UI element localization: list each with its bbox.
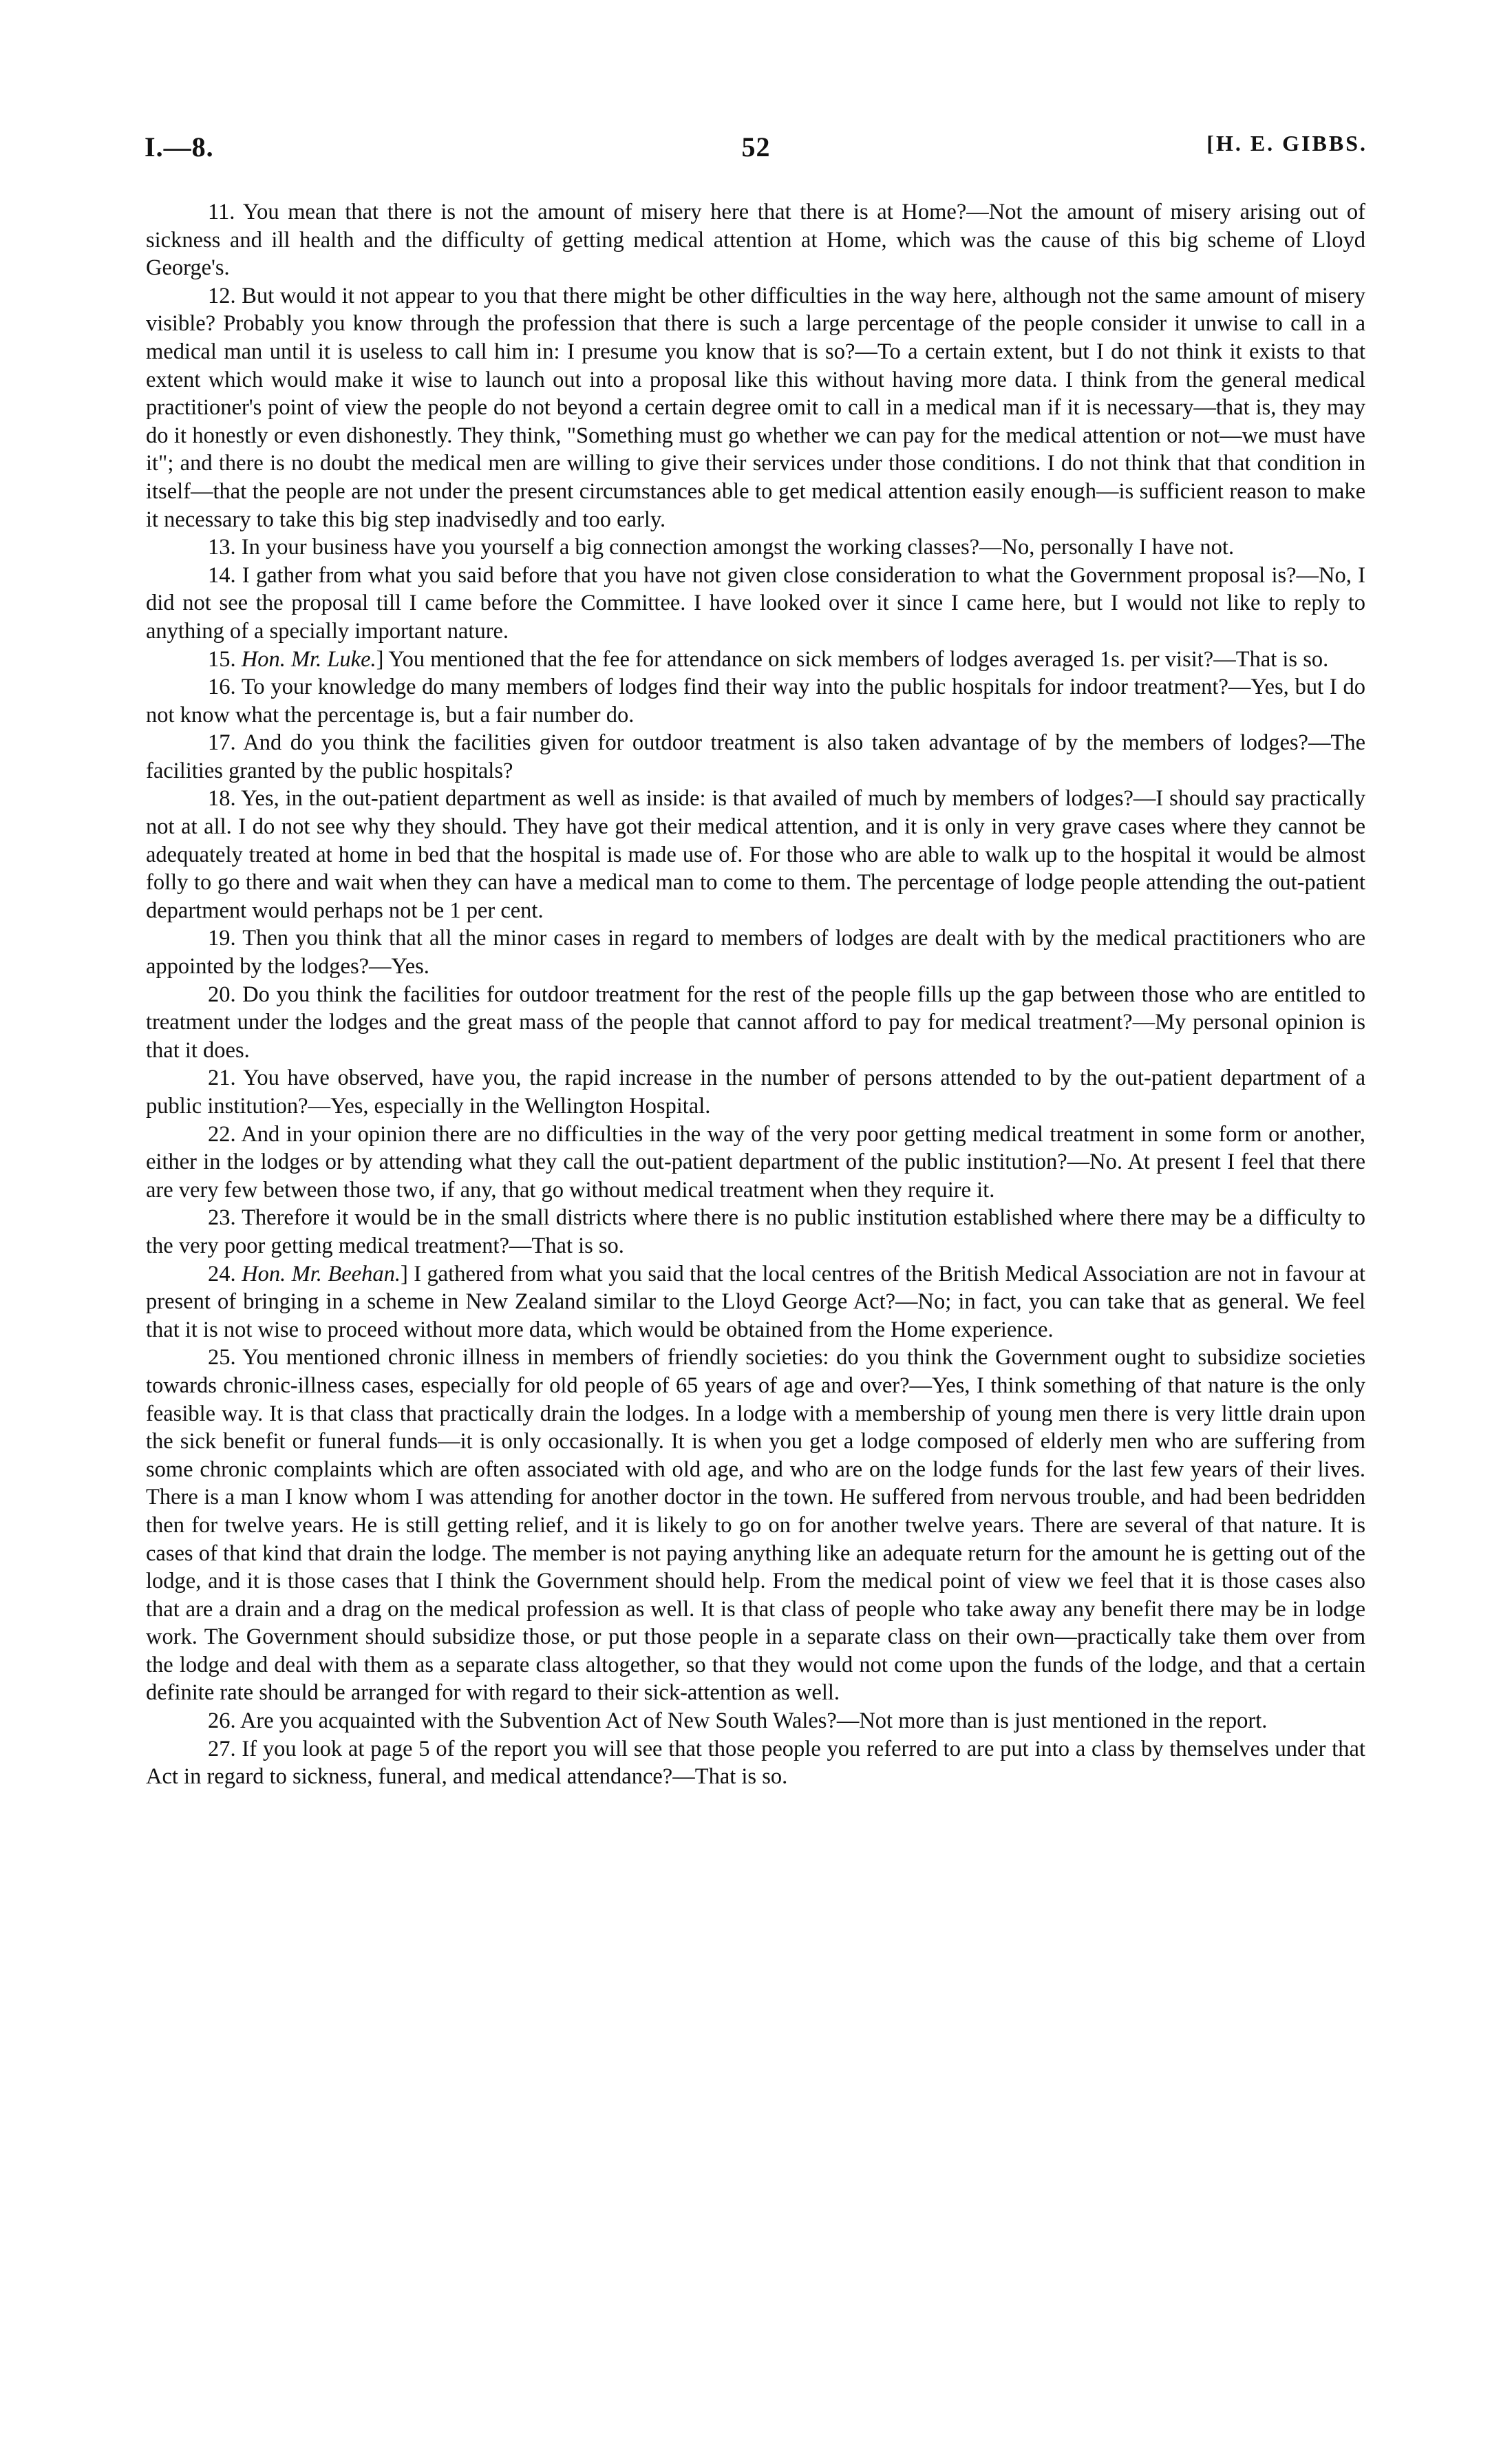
question-text: ] You mentioned that the fee for attendance on sick members of lodges averaged 1s. per visit?—That is so. <box>376 646 1329 672</box>
question-22: 22. And in your opinion there are no difficulties in the way of the very poor getting medical treatment in some form or another, either in the lodges or by attending what they call the out-patient department of the public institution?—No. At present I feel that there are very few between those two, if any, that go without medical treatment when they require it. <box>146 1121 1365 1203</box>
question-12: 12. But would it not appear to you that there might be other difficulties in the way here, although not the same amount of misery visible? Probably you know through the profession that there is such a large percentage of the people consider it unwise to call in a medical man until it is useless to call him in: I presume you know that is so?—To a certain extent, but I do not think it exists to that extent which would make it wise to launch out into a proposal like this without having more data. I think from the general medical practitioner's point of view the people do not beyond a certain degree omit to call in a medical man if it is necessary—that is, they may do it honestly or even dishonestly. They think, "Something must go whether we can pay for the medical attention or not—we must have it"; and there is no doubt the medical men are willing to give their services under those conditions. I do not think that that condition in itself—that the people are not under the present circumstances able to get medical attention easily enough—is sufficient reason to make it necessary to take this big step inadvisedly and too early. <box>146 283 1365 532</box>
question-25: 25. You mentioned chronic illness in members of friendly societies: do you think the Government ought to subsidize societies towards chronic-illness cases, especially for old people of 65 years of age and over?—Yes, I think something of that nature is the only feasible way. It is that class that practically drain the lodges. In a lodge with a membership of young men there is very little drain upon the sick benefit or funeral funds—it is only occasionally. It is when you get a lodge composed of elderly men who are suffering from some chronic complaints which are often associated with old age, and who are on the lodge funds for the last few years of their lives. There is a man I know whom I was attending for another doctor in the town. He suffered from nervous trouble, and had been bedridden then for twelve years. He is still getting relief, and it is likely to go on for another twelve years. There are several of that nature. It is cases of that kind that drain the lodge. The member is not paying anything like an adequate return for the amount he is getting out of the lodge, and it is those cases that I think the Government should help. From the medical point of view we feel that it is those cases also that are a drain and a drag on the medical profession as well. It is that class of people who take away any benefit there may be in lodge work. The Government should subsidize those, or put those people in a separate class on their own—practically take them over from the lodge and deal with them as a separate class altogether, so that they would not come upon the funds of the lodge, and that a certain definite rate should be arranged for with regard to their sick-attention as well. <box>146 1345 1365 1706</box>
question-19: 19. Then you think that all the minor cases in regard to members of lodges are dealt with by the medical practitioners who are appointed by the lodges?—Yes. <box>146 926 1365 979</box>
question-13: 13. In your business have you yourself a big connection amongst the working classes?—No, personally I have not. <box>208 535 1235 560</box>
paper-reference: I.—8. <box>145 131 214 162</box>
question-26: 26. Are you acquainted with the Subvention Act of New South Wales?—Not more than is just mentioned in the report. <box>208 1708 1268 1734</box>
speaker-name: Hon. Mr. Luke. <box>241 646 376 672</box>
question-18: 18. Yes, in the out-patient department as well as inside: is that availed of much by members of lodges?—I should say practically not at all. I do not see why they should. They have got their medical attention, and it is only in very grave cases where they cannot be adequately treated at home in bed that the hospital is made use of. For those who are able to walk up to the hospital it would be almost folly to go there and wait when they can have a medical man to come to them. The percentage of lodge people attending the out-patient department would perhaps not be 1 per cent. <box>146 786 1365 923</box>
question-15 <box>146 646 1365 674</box>
question-23: 23. Therefore it would be in the small districts where there is no public institution established where there may be a difficulty to the very poor getting medical treatment?—That is so. <box>146 1205 1365 1258</box>
page-number: 52 <box>741 131 771 162</box>
speaker-name: Hon. Mr. Beehan. <box>242 1261 401 1286</box>
question-17: 17. And do you think the facilities given for outdoor treatment is also taken advantage of by the members of lodges?—The facilities granted by the public hospitals? <box>146 730 1365 783</box>
question-21: 21. You have observed, have you, the rapid increase in the number of persons attended to by the out-patient department of a public institution?—Yes, especially in the Wellington Hospital. <box>146 1066 1365 1119</box>
page-header <box>145 131 1367 172</box>
question-20: 20. Do you think the facilities for outdoor treatment for the rest of the people fills up the gap between those who are entitled to treatment under the lodges and the great mass of the people that cannot afford to pay for medical treatment?—My personal opinion is that it does. <box>146 982 1365 1063</box>
question-text: ] I gathered from what you said that the local centres of the British Medical Association are not in favour at present of bringing in a scheme in New Zealand similar to the Lloyd George Act?—No; in fact, you can take that as general. We feel that it is not wise to proceed without more data, which would be obtained from the Home experience. <box>146 1261 1366 1342</box>
question-24 <box>146 1260 1365 1344</box>
question-number: 24. <box>208 1261 242 1286</box>
minutes-body <box>146 198 1365 1791</box>
question-16: 16. To your knowledge do many members of lodges find their way into the public hospitals for indoor treatment?—Yes, but I do not know what the percentage is, but a fair number do. <box>146 675 1365 728</box>
question-14: 14. I gather from what you said before that you have not given close consideration to what the Government proposal is?—No, I did not see the proposal till I came before the Committee. I have looked over it since I came here, but I would not like to reply to anything of a specially important nature. <box>146 562 1365 644</box>
question-27: 27. If you look at page 5 of the report you will see that those people you referred to are put into a class by themselves under that Act in regard to sickness, funeral, and medical attendance?—That is so. <box>146 1736 1365 1790</box>
question-number: 15. <box>208 646 242 672</box>
question-11: 11. You mean that there is not the amount of misery here that there is at Home?—Not the amount of misery arising out of sickness and ill health and the difficulty of getting medical attention at Home, which was the cause of this big scheme of Lloyd George's. <box>146 200 1365 281</box>
witness-name: [H. E. GIBBS. <box>1206 131 1367 156</box>
